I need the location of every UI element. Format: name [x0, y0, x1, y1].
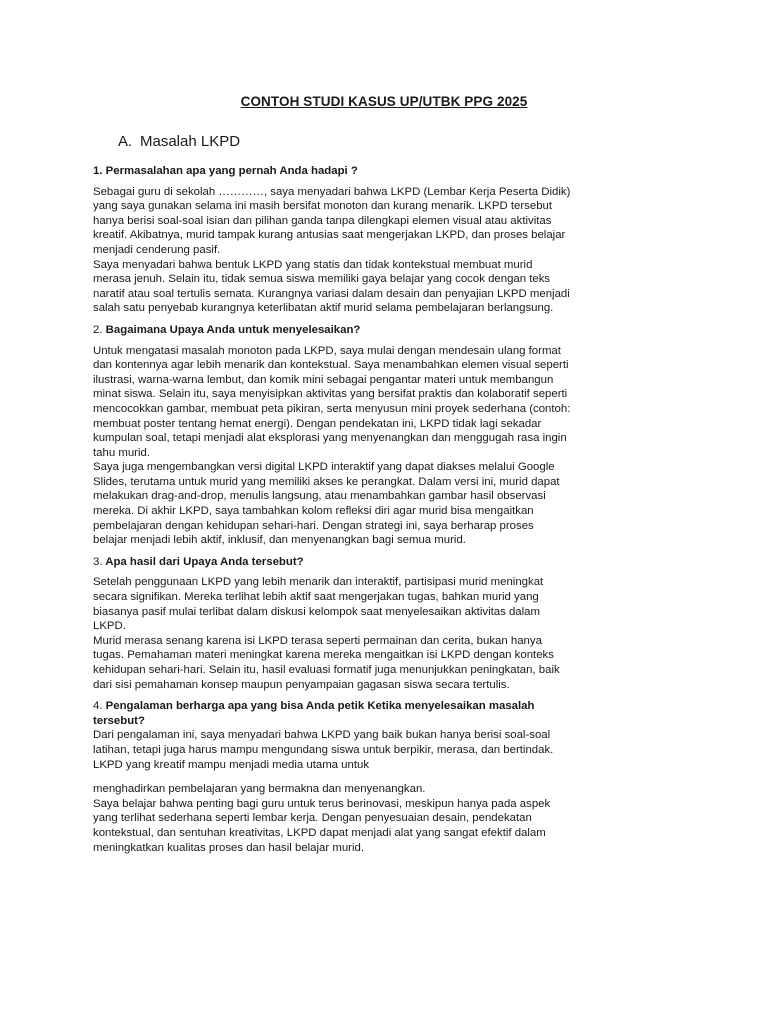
- answer-1: [93, 185, 571, 316]
- question-3-text: Apa hasil dari Upaya Anda tersebut?: [105, 555, 304, 568]
- answer-2: [93, 344, 571, 548]
- document-body: [93, 164, 571, 855]
- answer-2-paragraph: Saya juga mengembangkan versi digital LKPD interaktif yang dapat diakses melalui Google Slides, terutama untuk murid yang memiliki akses ke perangkat. Dalam versi ini, murid dapat melakukan drag-and-drop, menulis langsung, atau menambahkan gambar hasil observasi mereka. Di akhir LKPD, saya tambahkan kolom refleksi diri agar murid bisa mengaitkan pembelajaran dengan kehidupan sehari-hari. Dengan strategi ini, saya berharap proses belajar menjadi lebih aktif, inklusif, dan menyenangkan bagi semua murid.: [93, 461, 560, 547]
- answer-2-paragraph: Untuk mengatasi masalah monoton pada LKPD, saya mulai dengan mendesain ulang format dan kontennya agar lebih menarik dan kontekstual. Saya menambahkan elemen visual seperti ilustrasi, warna-warna lembut, dan komik mini sebagai pengantar materi untuk membangun minat siswa. Selain itu, saya menyisipkan aktivitas yang bersifat praktis dan kolaboratif seperti mencocokkan gambar, membuat peta pikiran, serta menyusun mini proyek sederhana (contoh: membuat poster tentang hemat energi). Dengan pendekatan ini, LKPD tidak lagi sekadar kumpulan soal, tetapi menjadi alat eksplorasi yang menyenangkan dan menggugah rasa ingin tahu murid.: [93, 344, 571, 459]
- section-number: A.: [118, 133, 133, 150]
- document-title: CONTOH STUDI KASUS UP/UTBK PPG 2025: [240, 94, 528, 109]
- question-2-number: 2.: [93, 323, 103, 336]
- answer-4: [93, 728, 571, 855]
- question-2-text: Bagaimana Upaya Anda untuk menyelesaikan?: [105, 323, 361, 336]
- question-4-number: 4.: [93, 700, 103, 713]
- question-4: [93, 699, 571, 728]
- answer-4-paragraph: Dari pengalaman ini, saya menyadari bahwa LKPD yang baik bukan hanya berisi soal-soal latihan, tetapi juga harus mampu mengundang siswa untuk berpikir, merasa, dan bertindak. LKPD yang kreatif mampu menjadi media utama untuk: [93, 729, 554, 771]
- answer-1-paragraph: Sebagai guru di sekolah …………, saya menyadari bahwa LKPD (Lembar Kerja Peserta Didik) yang saya gunakan selama ini masih bersifat monoton dan kurang menarik. LKPD tersebut hanya berisi soal-soal isian dan pilihan ganda tanpa dilengkapi elemen visual atau aktivitas kreatif. Akibatnya, murid tampak kurang antusias saat mengerjakan LKPD, dan proses belajar menjadi cenderung pasif.: [93, 185, 571, 256]
- question-1: [93, 164, 571, 179]
- answer-3-paragraph: Setelah penggunaan LKPD yang lebih menarik dan interaktif, partisipasi murid meningkat secara signifikan. Mereka terlihat lebih aktif saat mengerjakan tugas, bahkan murid yang biasanya pasif mulai terlibat dalam diskusi kelompok saat menyelesaikan aktivitas dalam LKPD.: [93, 576, 544, 633]
- answer-3-paragraph: Murid merasa senang karena isi LKPD terasa seperti permainan dan cerita, bukan hanya tugas. Pemahaman materi meningkat karena mereka mengaitkan isi LKPD dengan konteks kehidupan sehari-hari. Selain itu, hasil evaluasi formatif juga menunjukkan peningkatan, baik dari sisi pemahaman konsep maupun penyampaian gagasan siswa secara tertulis.: [93, 634, 560, 691]
- question-2: [93, 323, 571, 338]
- question-4-text: Pengalaman berharga apa yang bisa Anda petik Ketika menyelesaikan masalah tersebut?: [93, 700, 535, 727]
- answer-3: [93, 575, 571, 692]
- answer-4-paragraph: menghadirkan pembelajaran yang bermakna dan menyenangkan.: [93, 783, 426, 796]
- question-1-number: 1.: [93, 165, 103, 177]
- section-heading: [118, 133, 240, 150]
- answer-1-paragraph: Saya menyadari bahwa bentuk LKPD yang statis dan tidak kontekstual membuat murid merasa jenuh. Selain itu, tidak semua siswa memiliki gaya belajar yang cocok dengan teks naratif atau soal tertulis semata. Kurangnya variasi dalam desain dan penyajian LKPD menjadi salah satu penyebab kurangnya keterlibatan aktif murid selama pembelajaran berlangsung.: [93, 258, 570, 315]
- question-3-number: 3.: [93, 555, 103, 568]
- question-1-text: Permasalahan apa yang pernah Anda hadapi ?: [105, 165, 358, 177]
- page-gap: [93, 772, 571, 782]
- answer-4-paragraph: Saya belajar bahwa penting bagi guru untuk terus berinovasi, meskipun hanya pada aspek yang terlihat sederhana seperti lembar kerja. Dengan penyesuaian desain, pendekatan kontekstual, dan sentuhan kreativitas, LKPD dapat menjadi alat yang sangat efektif dalam meningkatkan kualitas proses dan hasil belajar murid.: [93, 797, 551, 854]
- question-3: [93, 555, 571, 570]
- section-title: Masalah LKPD: [140, 133, 241, 150]
